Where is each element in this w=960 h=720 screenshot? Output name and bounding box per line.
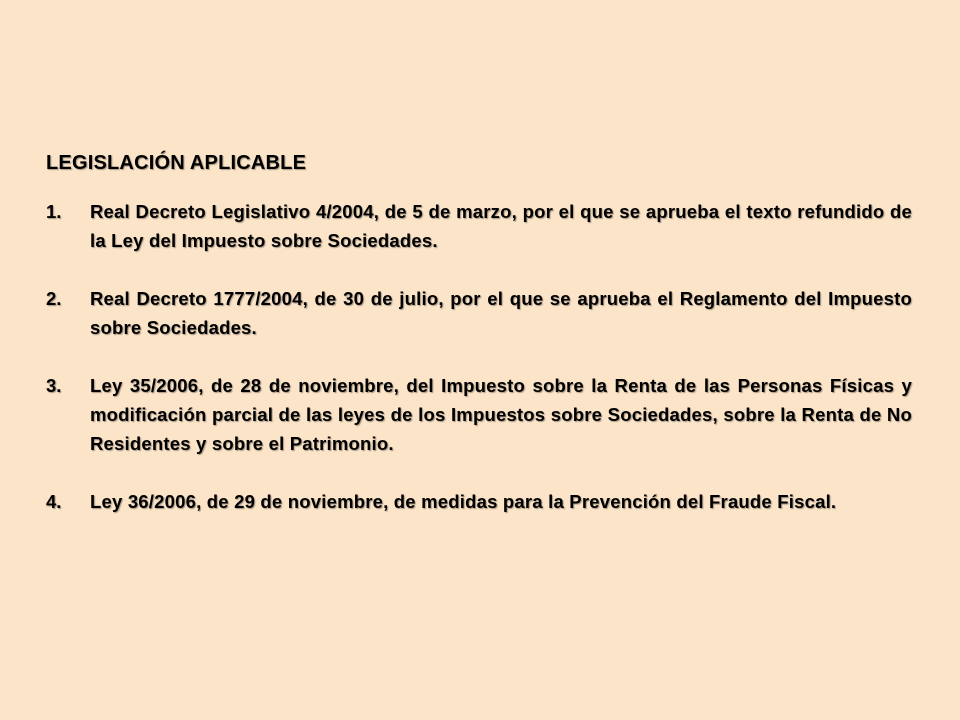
legislation-list bbox=[46, 197, 912, 516]
list-item-number: 3. bbox=[46, 375, 62, 396]
list-item-text: Ley 36/2006, de 29 de noviembre, de medidas para la Prevención del Fraude Fiscal. bbox=[90, 491, 837, 512]
list-item-number: 4. bbox=[46, 491, 62, 512]
list-item-number: 1. bbox=[46, 201, 62, 222]
list-item-text: Real Decreto 1777/2004, de 30 de julio, por el que se aprueba el Reglamento del Impuesto sobre Sociedades. bbox=[90, 288, 912, 338]
list-item bbox=[46, 487, 912, 516]
list-item-text: Real Decreto Legislativo 4/2004, de 5 de marzo, por el que se aprueba el texto refundido de la Ley del Impuesto sobre Sociedades. bbox=[90, 201, 912, 251]
list-item-text: Ley 35/2006, de 28 de noviembre, del Impuesto sobre la Renta de las Personas Físicas y modificación parcial de las leyes de los Impuestos sobre Sociedades, sobre la Renta de No Residentes y sobre el Patrimonio. bbox=[90, 375, 912, 454]
list-item-number: 2. bbox=[46, 288, 62, 309]
list-item bbox=[46, 197, 912, 255]
slide-title: LEGISLACIÓN APLICABLE bbox=[46, 152, 307, 174]
slide-content bbox=[46, 152, 912, 545]
list-item bbox=[46, 371, 912, 458]
list-item bbox=[46, 284, 912, 342]
